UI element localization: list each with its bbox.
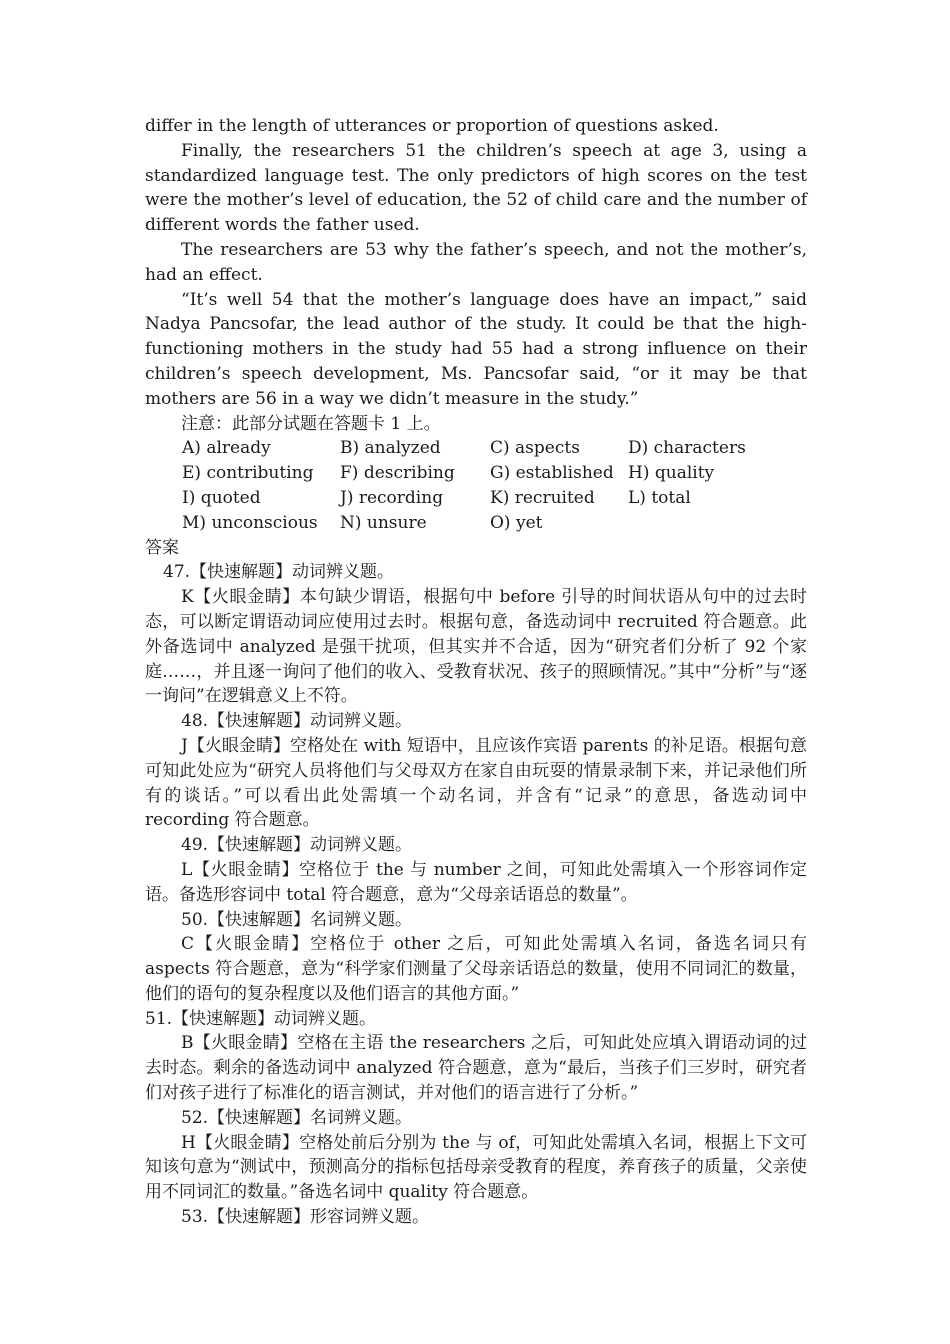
answer-explanation: B【火眼金睛】空格在主语 the researchers 之后，可知此处应填入谓语动词的过去时态。剩余的备选动词中 analyzed 符合题意，意为“最后，当孩子们三岁时，研究者们对孩子进行了标准化的语言测试，并对他们的语言进行了分析。” [145, 1033, 807, 1104]
passage-paragraph: Finally, the researchers 51 the children’s speech at age 3, using a standardized language test. The only predictors of high scores on the test were the mother’s level of education, the 52 of child care and the number of different words the father used. [145, 140, 807, 236]
option-item: M) unconscious [182, 512, 318, 533]
answer-heading-line: 52.【快速解题】名词辨义题。 [181, 1107, 413, 1128]
option-item: L) total [628, 487, 691, 508]
option-item: D) characters [628, 438, 746, 459]
answer-explanation: H【火眼金睛】空格处前后分别为 the 与 of，可知此处需填入名词，根据上下文可知该句意为“测试中，预测高分的指标包括母亲受教育的程度，养育孩子的质量，父亲使用不同词汇的数量。”备选名词中 quality 符合题意。 [145, 1132, 807, 1203]
answer-heading-line: 48.【快速解题】动词辨义题。 [181, 711, 413, 732]
word-bank-row [182, 486, 807, 511]
answer-explanation: C【火眼金睛】空格位于 other 之后，可知此处需填入名词，备选名词只有 aspects 符合题意，意为“科学家们测量了父母亲话语总的数量，使用不同词汇的数量，他们的语句的复杂程度以及他们语言的其他方面。” [145, 934, 807, 1004]
document-page [145, 114, 807, 1230]
answer-heading: 答案 [145, 537, 179, 558]
option-item: C) aspects [490, 438, 580, 459]
word-bank-row [182, 461, 807, 486]
option-item: O) yet [490, 512, 543, 533]
answer-heading-line: 53.【快速解题】形容词辨义题。 [181, 1207, 430, 1228]
answer-heading-line: 49.【快速解题】动词辨义题。 [181, 835, 413, 856]
option-item: F) describing [340, 463, 455, 484]
option-item: J) recording [340, 487, 444, 508]
option-item: E) contributing [182, 463, 314, 484]
option-item: N) unsure [340, 512, 427, 533]
option-item: G) established [490, 463, 614, 484]
word-bank-row [182, 511, 807, 536]
answer-heading-line: 51.【快速解题】动词辨义题。 [145, 1008, 377, 1029]
instruction-note: 注意：此部分试题在答题卡 1 上。 [181, 413, 441, 434]
answer-explanation: K【火眼金睛】本句缺少谓语，根据句中 before 引导的时间状语从句中的过去时态，可以断定谓语动词应使用过去时。根据句意，备选动词中 recruited 符合题意。此外备选词中 analyzed 是强干扰项，但其实并不合适，因为“研究者们分析了 92 个家庭……，并且逐一询问了他们的收入、受教育状况、孩子的照顾情况。”其中“分析”与“逐一询问”在逻辑意义上不符。 [145, 587, 807, 707]
option-item: I) quoted [182, 487, 261, 508]
word-bank [145, 436, 807, 535]
option-item: A) already [182, 438, 271, 459]
passage-paragraph: “It’s well 54 that the mother’s language does have an impact,” said Nadya Pancsofar, the lead author of the study. It could be that the high-functioning mothers in the study had 55 had a strong influence on their children’s speech development, Ms. Pancsofar said, “or it may be that mothers are 56 in a way we didn’t measure in the study.” [145, 289, 807, 409]
answer-section [145, 560, 807, 1230]
answer-explanation: J【火眼金睛】空格处在 with 短语中，且应该作宾语 parents 的补足语。根据句意可知此处应为“研究人员将他们与父母双方在家自由玩耍的情景录制下来，并记录他们所有的谈话。”可以看出此处需填一个动名词，并含有“记录”的意思，备选动词中 recording 符合题意。 [145, 735, 807, 831]
passage [145, 114, 807, 436]
answer-explanation: L【火眼金睛】空格位于 the 与 number 之间，可知此处需填入一个形容词作定语。备选形容词中 total 符合题意，意为“父母亲话语总的数量”。 [145, 859, 807, 905]
option-item: H) quality [628, 463, 715, 484]
passage-paragraph: The researchers are 53 why the father’s speech, and not the mother’s, had an effect. [145, 239, 807, 285]
word-bank-row [182, 436, 807, 461]
answer-heading-line: 47.【快速解题】动词辨义题。 [163, 562, 395, 583]
answer-heading-line: 50.【快速解题】名词辨义题。 [181, 909, 413, 930]
passage-paragraph: differ in the length of utterances or proportion of questions asked. [145, 116, 719, 136]
option-item: K) recruited [490, 487, 595, 508]
option-item: B) analyzed [340, 438, 441, 459]
